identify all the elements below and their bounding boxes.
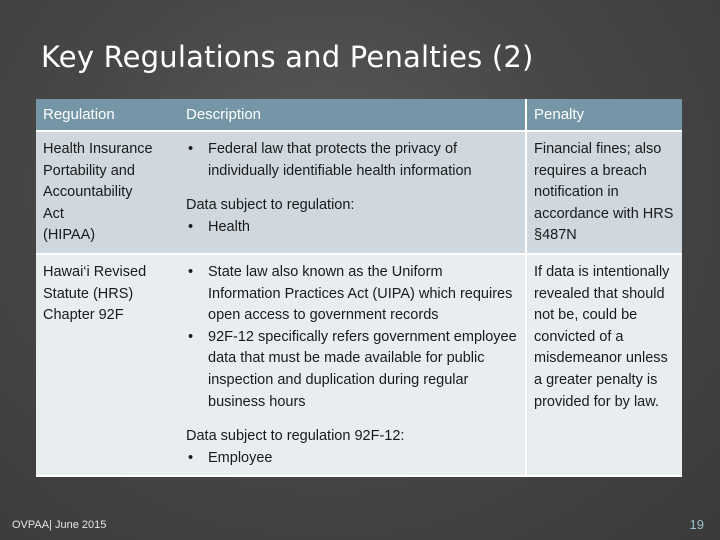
cell-penalty: Financial fines; also requires a breach notification in accordance with HRS §487N (525, 132, 682, 255)
cell-penalty: If data is intentionally revealed that should not be, could be convicted of a misdemeanor unless a greater penalty is provided for by law. (525, 255, 682, 477)
regulation-line: (HIPAA) (43, 227, 96, 244)
table-row-hrs (36, 255, 682, 477)
table-header-row (36, 99, 682, 132)
description-bullet: • State law also known as the Uniform Information Practices Act (UIPA) which requires open access to government records (188, 263, 513, 324)
regulation-line: Accountability (43, 184, 133, 201)
subject-label: Data subject to regulation 92F-12: (186, 428, 405, 445)
description-bullet: • 92F-12 specifically refers government employee data that must be made available for public inspection and duplication during regular business hours (188, 328, 517, 410)
regulation-line: Portability and (43, 162, 135, 179)
regulations-table (36, 99, 682, 477)
page-number: 19 (689, 517, 704, 532)
subject-list (186, 448, 518, 470)
cell-regulation (36, 255, 179, 477)
bullet-icon: • (188, 449, 194, 466)
regulation-line: Chapter 92F (43, 307, 124, 324)
table-row-hipaa (36, 132, 682, 255)
subject-label: Data subject to regulation: (186, 197, 355, 214)
header-description: Description (179, 99, 525, 132)
regulation-line: Statute (HRS) (43, 285, 134, 302)
description-bullets (186, 262, 518, 413)
bullet-icon: • (188, 263, 194, 280)
footer-text: OVPAA| June 2015 (12, 519, 107, 531)
description-bullet: • Federal law that protects the privacy of individually identifiable health information (188, 141, 472, 179)
bullet-icon: • (188, 141, 194, 157)
cell-description (179, 132, 525, 255)
header-regulation: Regulation (36, 99, 179, 132)
bullet-icon: • (188, 328, 194, 345)
cell-regulation (36, 132, 179, 255)
regulation-line: Hawai‘i Revised (43, 263, 147, 280)
cell-description (179, 255, 525, 477)
subject-item: • Employee (186, 448, 518, 470)
subject-list (186, 217, 518, 239)
subject-item: • Health (186, 217, 518, 239)
header-penalty: Penalty (525, 99, 682, 132)
bullet-icon: • (188, 218, 194, 235)
regulation-line: Act (43, 205, 64, 222)
regulation-line: Health Insurance (43, 141, 153, 157)
description-bullets (186, 139, 518, 182)
slide-title: Key Regulations and Penalties (2) (41, 40, 534, 74)
